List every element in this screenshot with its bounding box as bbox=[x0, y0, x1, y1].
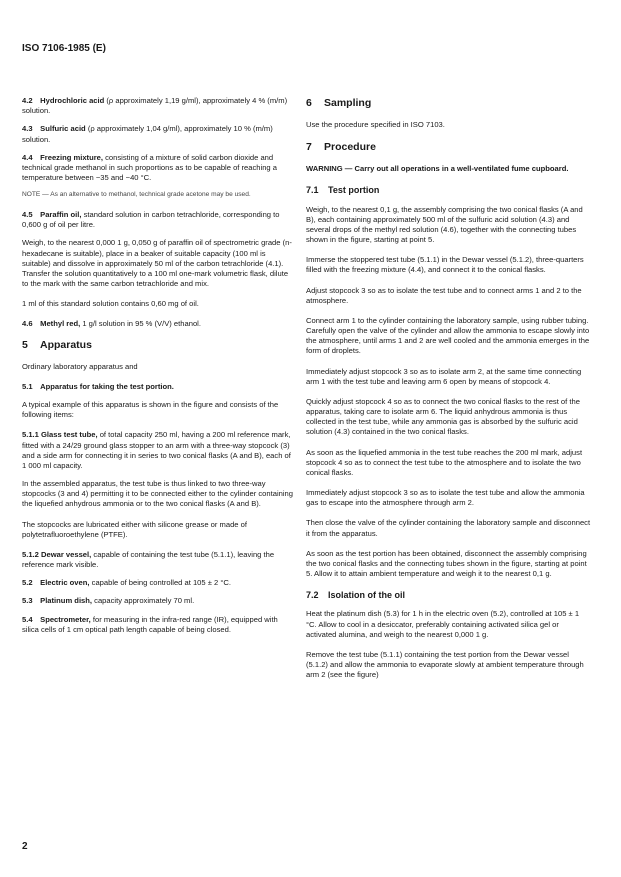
clause-number: 5.1.2 bbox=[22, 549, 39, 559]
clause-title: Sulfuric acid bbox=[40, 124, 86, 134]
clause-text: (ρ approximately 1,04 g/ml), approximately 10 % (m/m) solution. bbox=[22, 124, 273, 144]
clause-title: Glass test tube, bbox=[41, 430, 98, 440]
section-heading-7 bbox=[306, 140, 591, 154]
subsection-title: Isolation of the oil bbox=[328, 590, 405, 601]
clause-number: 4.6 bbox=[22, 319, 33, 329]
paragraph-ordinary: Ordinary laboratory apparatus and bbox=[22, 361, 138, 371]
left-column bbox=[22, 96, 295, 643]
clause-number: 5.1.1 bbox=[22, 430, 39, 440]
clause-number: 5.4 bbox=[22, 614, 33, 624]
clause-number: 5.1 bbox=[22, 381, 33, 391]
right-column bbox=[306, 96, 591, 690]
paragraph-assembled: In the assembled apparatus, the test tube is thus linked to two three-way stopcocks (3 and 4) permitting it to be connected either to the cylinder containing the liquefied anhydrous ammonia or to the two conical flasks (A and B). bbox=[22, 479, 293, 509]
clause-title: Methyl red, bbox=[40, 319, 81, 329]
clause-text: 1 g/l solution in 95 % (V/V) ethanol. bbox=[82, 319, 201, 329]
paragraph: Immerse the stoppered test tube (5.1.1) in the Dewar vessel (5.1.2), three-quarters filled with the freezing mixture (4.4), and connect it to the conical flasks. bbox=[306, 255, 584, 275]
clause-text: standard solution in carbon tetrachloride, corresponding to 0,600 g of oil per litre. bbox=[22, 210, 280, 230]
clause-5-1 bbox=[22, 382, 295, 392]
clause-text: consisting of a mixture of solid carbon dioxide and technical grade methanol in such proportions as to be capable of reaching a temperature between −35 and −40 °C. bbox=[22, 152, 277, 183]
clause-4-4 bbox=[22, 153, 295, 184]
subsection-heading-7-1 bbox=[306, 184, 591, 196]
subsection-heading-7-2 bbox=[306, 589, 591, 601]
paragraph: Weigh, to the nearest 0,1 g, the assembly comprising the two conical flasks (A and B), each containing approximately 500 ml of the sulfuric acid solution (4.3) and several drops of the methyl red solution (4.6), together with the connecting tubes shown in the figure, starting at point 5. bbox=[306, 204, 583, 245]
clause-number: 4.4 bbox=[22, 152, 33, 162]
clause-text: capable of being controlled at 105 ± 2 °C. bbox=[91, 578, 231, 588]
clause-title: Freezing mixture, bbox=[40, 152, 103, 162]
clause-number: 4.5 bbox=[22, 210, 33, 220]
paragraph-sampling: Use the procedure specified in ISO 7103. bbox=[306, 120, 445, 130]
subsection-number: 7.2 bbox=[306, 590, 319, 601]
clause-4-3 bbox=[22, 124, 295, 144]
section-number: 5 bbox=[22, 338, 28, 351]
clause-number: 4.2 bbox=[22, 96, 33, 105]
clause-title: Electric oven, bbox=[40, 578, 90, 588]
clause-4-6 bbox=[22, 319, 295, 329]
clause-5-4 bbox=[22, 615, 295, 635]
clause-text: capacity approximately 70 ml. bbox=[94, 596, 195, 606]
section-number: 6 bbox=[306, 97, 312, 109]
clause-4-2 bbox=[22, 96, 295, 116]
clause-text: (ρ approximately 1,19 g/ml), approximately 4 % (m/m) solution. bbox=[22, 96, 288, 116]
subsection-number: 7.1 bbox=[306, 185, 319, 196]
paragraph-weigh-oil: Weigh, to the nearest 0,000 1 g, 0,050 g of paraffin oil of spectrometric grade (n-hexadecane is suitable), place in a beaker of suitable capacity (100 ml is suitable) and dissolve in approximately 50 ml of the carbon tetrachloride (4.1). Transfer the solution quantitatively to a 100 ml one-mark volumetric flask, dilute to the mark with the same carbon tetrachloride and mix. bbox=[22, 238, 292, 289]
section-heading-6 bbox=[306, 96, 591, 110]
paragraph-stopcocks: The stopcocks are lubricated either with silicone grease or made of polytetrafluoroethylene (PTFE). bbox=[22, 519, 247, 539]
clause-number: 4.3 bbox=[22, 124, 33, 134]
clause-title: Hydrochloric acid bbox=[40, 96, 105, 105]
clause-text: capable of containing the test tube (5.1.1), leaving the reference mark visible. bbox=[22, 549, 275, 570]
paragraph-typical: A typical example of this apparatus is shown in the figure and consists of the following items: bbox=[22, 399, 279, 420]
clause-4-5 bbox=[22, 210, 295, 230]
paragraph: Adjust stopcock 3 so as to isolate the test tube and to connect arms 1 and 2 to the atmosphere. bbox=[306, 285, 582, 305]
section-heading-5 bbox=[22, 338, 295, 352]
section-title: Procedure bbox=[324, 141, 376, 154]
paragraph: Quickly adjust stopcock 4 so as to connect the two conical flasks to the rest of the apparatus, taking care to isolate arm 6. The liquid anhydrous ammonia is thus collected in the test tube, while any ammonia gas is absorbed by the sulfuric acid solution (4.3) contained in the two conical flasks. bbox=[306, 396, 580, 437]
paragraph-contains: 1 ml of this standard solution contains 0,60 mg of oil. bbox=[22, 299, 199, 309]
clause-title: Spectrometer, bbox=[40, 614, 91, 624]
clause-text: for measuring in the infra-red range (IR), equipped with silica cells of 1 cm optical path length capable of being closed. bbox=[22, 614, 278, 634]
paragraph: Immediately adjust stopcock 3 so as to isolate the test tube and allow the ammonia gas to escape into the atmosphere through arm 2. bbox=[306, 488, 585, 508]
page-number: 2 bbox=[22, 841, 28, 852]
warning: WARNING — Carry out all operations in a well-ventilated fume cupboard. bbox=[306, 164, 569, 174]
clause-title: Dewar vessel, bbox=[41, 549, 92, 559]
section-title: Sampling bbox=[324, 97, 372, 109]
note: NOTE — As an alternative to methanol, technical grade acetone may be used. bbox=[22, 191, 251, 199]
clause-title: Paraffin oil, bbox=[40, 210, 82, 220]
clause-number: 5.3 bbox=[22, 596, 33, 606]
paragraph: As soon as the test portion has been obtained, disconnect the assembly comprising the two conical flasks and the connecting tubes shown in the figure, starting at point 5. Allow it to attain ambient temperature and weigh it to the nearest 0,1 g. bbox=[306, 548, 587, 579]
document-id: ISO 7106-1985 (E) bbox=[22, 43, 106, 54]
paragraph: Immediately adjust stopcock 3 so as to isolate arm 2, at the same time connecting arm 1 with the test tube and leaving arm 6 open by means of stopcock 4. bbox=[306, 366, 582, 386]
clause-number: 5.2 bbox=[22, 578, 33, 588]
clause-5-2 bbox=[22, 578, 295, 588]
subsection-title: Test portion bbox=[328, 185, 380, 196]
clause-5-1-1 bbox=[22, 430, 295, 471]
clause-5-1-2 bbox=[22, 550, 295, 570]
section-number: 7 bbox=[306, 141, 312, 154]
section-title: Apparatus bbox=[40, 338, 92, 351]
paragraph: Then close the valve of the cylinder containing the laboratory sample and disconnect it from the apparatus. bbox=[306, 518, 591, 538]
paragraph: Heat the platinum dish (5.3) for 1 h in the electric oven (5.2), controlled at 105 ± 1 °C. Allow to cool in a desiccator, preferably containing activated silica gel or activated alumina, and weigh to the nearest 0,000 1 g. bbox=[306, 609, 580, 639]
paragraph: Remove the test tube (5.1.1) containing the test portion from the Dewar vessel (5.1.2) and allow the ammonia to evaporate slowly at ambient temperature through arm 2 (see the figure) bbox=[306, 649, 584, 680]
clause-text: of total capacity 250 ml, having a 200 ml reference mark, fitted with a 24/29 ground glass stopper to an arm with a three-way stopcock (3) and a side arm for connecting it in series to two conical flasks (A and B), each of 1 000 ml capacity. bbox=[22, 430, 291, 470]
clause-title: Platinum dish, bbox=[40, 596, 93, 606]
clause-title: Apparatus for taking the test portion. bbox=[40, 381, 174, 391]
paragraph: As soon as the liquefied ammonia in the test tube reaches the 200 ml mark, adjust stopcock 4 so as to connect the test tube to the atmosphere and to isolate the two conical flasks. bbox=[306, 447, 583, 477]
paragraph: Connect arm 1 to the cylinder containing the laboratory sample, using rubber tubing. Carefully open the valve of the cylinder and allow the ammonia to escape slowly into the atmosphere, until arms 1 and 2 are well cooled and the ammonia emerges in the form of droplets. bbox=[306, 315, 590, 356]
clause-5-3 bbox=[22, 596, 295, 606]
